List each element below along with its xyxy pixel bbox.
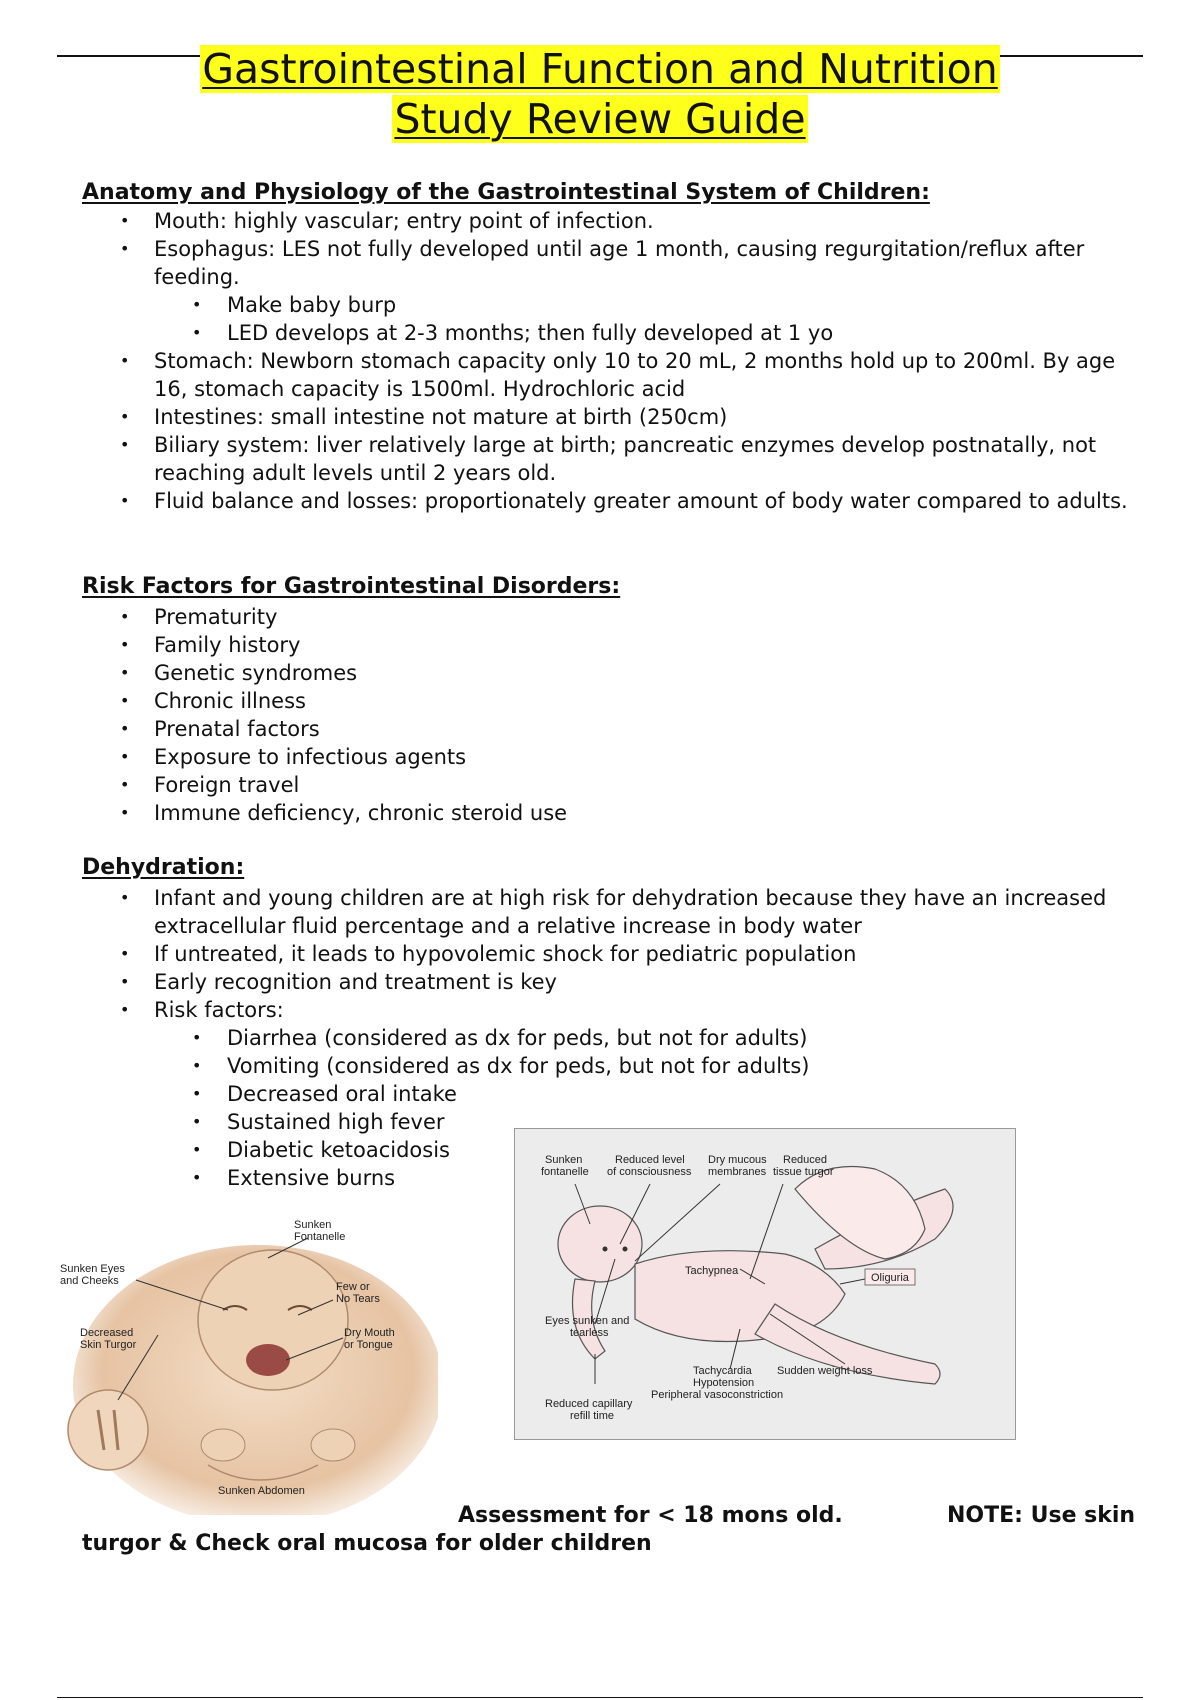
risk-factors-list xyxy=(82,603,1152,827)
label-dry-mouth-2: or Tongue xyxy=(344,1339,393,1351)
anatomy-list-continued xyxy=(82,347,1152,515)
label-sunken-abdomen: Sunken Abdomen xyxy=(218,1485,305,1497)
list-item: • Risk factors: xyxy=(82,996,1142,1024)
assessment-caption: Assessment for < 18 mons old. xyxy=(458,1503,843,1528)
list-item: • Foreign travel xyxy=(82,771,1152,799)
title-line-2: Study Review Guide xyxy=(394,95,806,143)
list-item: • Stomach: Newborn stomach capacity only 10 to 20 mL, 2 months hold up to 200ml. By age 16, stomach capacity is 1500ml. Hydrochloric acid xyxy=(82,347,1152,403)
dehydration-signs-illustration xyxy=(514,1128,1016,1440)
list-item: • Make baby burp xyxy=(82,291,1152,319)
label-tachycardia: Tachycardia xyxy=(693,1365,752,1377)
label-weight-loss: Sudden weight loss xyxy=(777,1365,873,1377)
anatomy-list xyxy=(82,207,1152,291)
list-item: • Infant and young children are at high risk for dehydration because they have an increased extracellular fluid percentage and a relative increase in body water xyxy=(82,884,1142,940)
label-sunken-fontanelle-1: Sunken xyxy=(294,1219,332,1231)
list-item: • Early recognition and treatment is key xyxy=(82,968,1142,996)
label-few-tears-1: Few or xyxy=(336,1281,370,1293)
esophagus-sublist xyxy=(82,291,1152,347)
label-tachypnea: Tachypnea xyxy=(685,1265,739,1277)
label-sunken-eyes-1: Sunken Eyes xyxy=(60,1263,125,1275)
infant-body-drawing xyxy=(515,1129,1015,1439)
dehydration-heading: Dehydration: xyxy=(82,855,245,880)
label-sunken-fontanelle-1: Sunken xyxy=(545,1154,583,1166)
assessment-note-continued: turgor & Check oral mucosa for older children xyxy=(82,1531,652,1556)
bottom-rule xyxy=(57,1697,1143,1698)
list-item: • Vomiting (considered as dx for peds, but not for adults) xyxy=(82,1052,982,1080)
label-capillary-refill-2: refill time xyxy=(570,1410,615,1422)
list-item: • Esophagus: LES not fully developed until age 1 month, causing regurgitation/reflux after feeding. xyxy=(82,235,1152,291)
list-item: • Prematurity xyxy=(82,603,1152,631)
anatomy-heading: Anatomy and Physiology of the Gastrointestinal System of Children: xyxy=(82,180,930,205)
list-item: • Sustained high fever xyxy=(82,1108,982,1136)
list-item: • If untreated, it leads to hypovolemic shock for pediatric population xyxy=(82,940,1142,968)
list-item: • Genetic syndromes xyxy=(82,659,1152,687)
list-item: • Family history xyxy=(82,631,1152,659)
list-item: • Fluid balance and losses: proportionately greater amount of body water compared to adults. xyxy=(82,487,1152,515)
list-item: • Mouth: highly vascular; entry point of infection. xyxy=(82,207,1152,235)
label-reduced-consciousness-1: Reduced level xyxy=(615,1154,685,1166)
dehydrated-infant-illustration xyxy=(58,1210,438,1515)
assessment-note: NOTE: Use skin xyxy=(947,1503,1136,1528)
dehydration-list xyxy=(82,884,1142,1024)
list-item: • Diabetic ketoacidosis xyxy=(82,1136,982,1164)
list-item: • Prenatal factors xyxy=(82,715,1152,743)
list-item: • Exposure to infectious agents xyxy=(82,743,1152,771)
list-item: • Intestines: small intestine not mature at birth (250cm) xyxy=(82,403,1152,431)
label-reduced-consciousness-2: of consciousness xyxy=(607,1166,692,1178)
label-dry-mucous-2: membranes xyxy=(708,1166,767,1178)
label-eyes-sunken-2: tearless xyxy=(570,1327,609,1339)
list-item: • LED develops at 2-3 months; then fully developed at 1 yo xyxy=(82,319,1152,347)
label-skin-turgor-2: Skin Turgor xyxy=(80,1339,137,1351)
label-hypotension: Hypotension xyxy=(693,1377,755,1389)
label-skin-turgor-1: Decreased xyxy=(80,1327,134,1339)
label-few-tears-2: No Tears xyxy=(336,1293,380,1305)
infant-face-drawing xyxy=(58,1210,438,1515)
label-dry-mouth-1: Dry Mouth xyxy=(344,1327,395,1339)
label-capillary-refill-1: Reduced capillary xyxy=(545,1398,633,1410)
label-eyes-sunken-1: Eyes sunken and xyxy=(545,1315,630,1327)
label-oliguria: Oliguria xyxy=(871,1272,909,1284)
list-item: • Extensive burns xyxy=(82,1164,982,1192)
label-vasoconstriction: Peripheral vasoconstriction xyxy=(651,1389,784,1401)
list-item: • Decreased oral intake xyxy=(82,1080,982,1108)
label-sunken-fontanelle-2: Fontanelle xyxy=(294,1231,346,1243)
list-item: • Diarrhea (considered as dx for peds, but not for adults) xyxy=(82,1024,982,1052)
risk-factors-heading: Risk Factors for Gastrointestinal Disorders: xyxy=(82,574,621,599)
title-line-1: Gastrointestinal Function and Nutrition xyxy=(202,45,998,93)
list-item: • Immune deficiency, chronic steroid use xyxy=(82,799,1152,827)
label-sunken-eyes-2: and Cheeks xyxy=(60,1275,119,1287)
label-dry-mucous-1: Dry mucous xyxy=(708,1154,767,1166)
label-reduced-turgor-1: Reduced xyxy=(783,1154,828,1166)
list-item: • Biliary system: liver relatively large at birth; pancreatic enzymes develop postnatally, not reaching adult levels until 2 years old. xyxy=(82,431,1152,487)
label-sunken-fontanelle-2: fontanelle xyxy=(541,1166,589,1178)
list-item: • Chronic illness xyxy=(82,687,1152,715)
page-title xyxy=(0,44,1200,144)
label-reduced-turgor-2: tissue turgor xyxy=(773,1166,834,1178)
